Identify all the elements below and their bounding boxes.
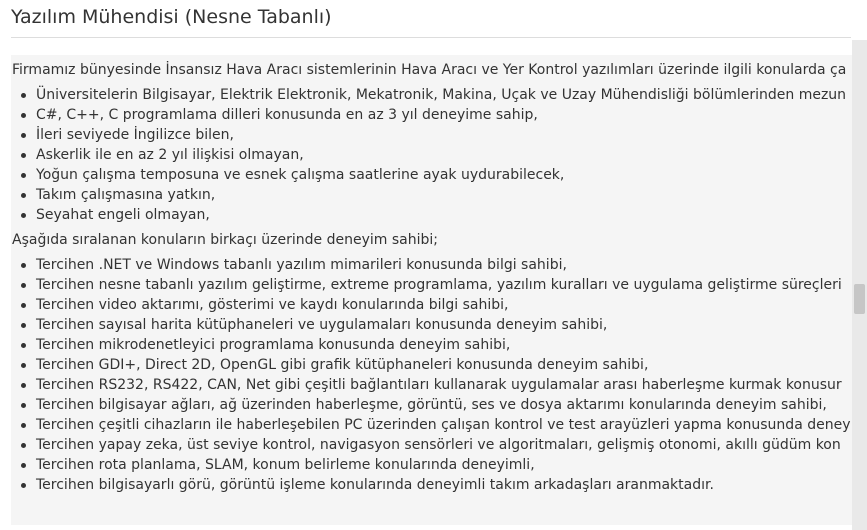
list-item: Tercihen mikrodenetleyici programlama konusunda deneyim sahibi, <box>12 335 852 355</box>
experience-list <box>12 255 852 495</box>
list-item: Askerlik ile en az 2 yıl ilişkisi olmayan, <box>12 145 852 165</box>
scrollbar-thumb[interactable] <box>854 284 865 314</box>
list-item: Tercihen yapay zeka, üst seviye kontrol, navigasyon sensörleri ve algoritmaları, gelişmiş otonomi, akıllı güdüm kon <box>12 435 852 455</box>
list-item: Tercihen video aktarımı, gösterimi ve kaydı konularında bilgi sahibi, <box>12 295 852 315</box>
list-item: Tercihen sayısal harita kütüphaneleri ve uygulamaları konusunda deneyim sahibi, <box>12 315 852 335</box>
job-description-panel <box>11 55 852 525</box>
intro-paragraph: Firmamız bünyesinde İnsansız Hava Aracı sistemlerinin Hava Aracı ve Yer Kontrol yazılımları üzerinde ilgili konularda ça <box>12 62 847 78</box>
list-item: Takım çalışmasına yatkın, <box>12 185 852 205</box>
list-item: Tercihen rota planlama, SLAM, konum belirleme konularında deneyimli, <box>12 455 852 475</box>
list-item: Tercihen .NET ve Windows tabanlı yazılım mimarileri konusunda bilgi sahibi, <box>12 255 852 275</box>
list-item: Yoğun çalışma temposuna ve esnek çalışma saatlerine ayak uydurabilecek, <box>12 165 852 185</box>
requirements-list <box>12 85 852 225</box>
list-item: C#, C++, C programlama dilleri konusunda en az 3 yıl deneyime sahip, <box>12 105 852 125</box>
job-description-body <box>12 55 852 495</box>
list-item: Üniversitelerin Bilgisayar, Elektrik Elektronik, Mekatronik, Makina, Uçak ve Uzay Mühendisliği bölümlerinden mezun <box>12 85 852 105</box>
list-item: Tercihen nesne tabanlı yazılım geliştirme, extreme programlama, yazılım kuralları ve uygulama geliştirme süreçleri <box>12 275 852 295</box>
page-title: Yazılım Mühendisi (Nesne Tabanlı) <box>11 6 332 28</box>
list-item: İleri seviyede İngilizce bilen, <box>12 125 852 145</box>
list-item: Tercihen RS232, RS422, CAN, Net gibi çeşitli bağlantıları kullanarak uygulamalar arası haberleşme kurmak konusur <box>12 375 852 395</box>
list-item: Tercihen bilgisayarlı görü, görüntü işleme konularında deneyimli takım arkadaşları aranmaktadır. <box>12 475 852 495</box>
list-item: Tercihen bilgisayar ağları, ağ üzerinden haberleşme, görüntü, ses ve dosya aktarımı konularında deneyim sahibi, <box>12 395 852 415</box>
list-item: Tercihen çeşitli cihazların ile haberleşebilen PC üzerinden çalışan kontrol ve test arayüzleri yapma konusunda deney <box>12 415 852 435</box>
title-divider <box>11 37 851 38</box>
experience-intro: Aşağıda sıralanan konuların birkaçı üzerinde deneyim sahibi; <box>12 232 438 248</box>
list-item: Seyahat engeli olmayan, <box>12 205 852 225</box>
list-item: Tercihen GDI+, Direct 2D, OpenGL gibi grafik kütüphaneleri konusunda deneyim sahibi, <box>12 355 852 375</box>
